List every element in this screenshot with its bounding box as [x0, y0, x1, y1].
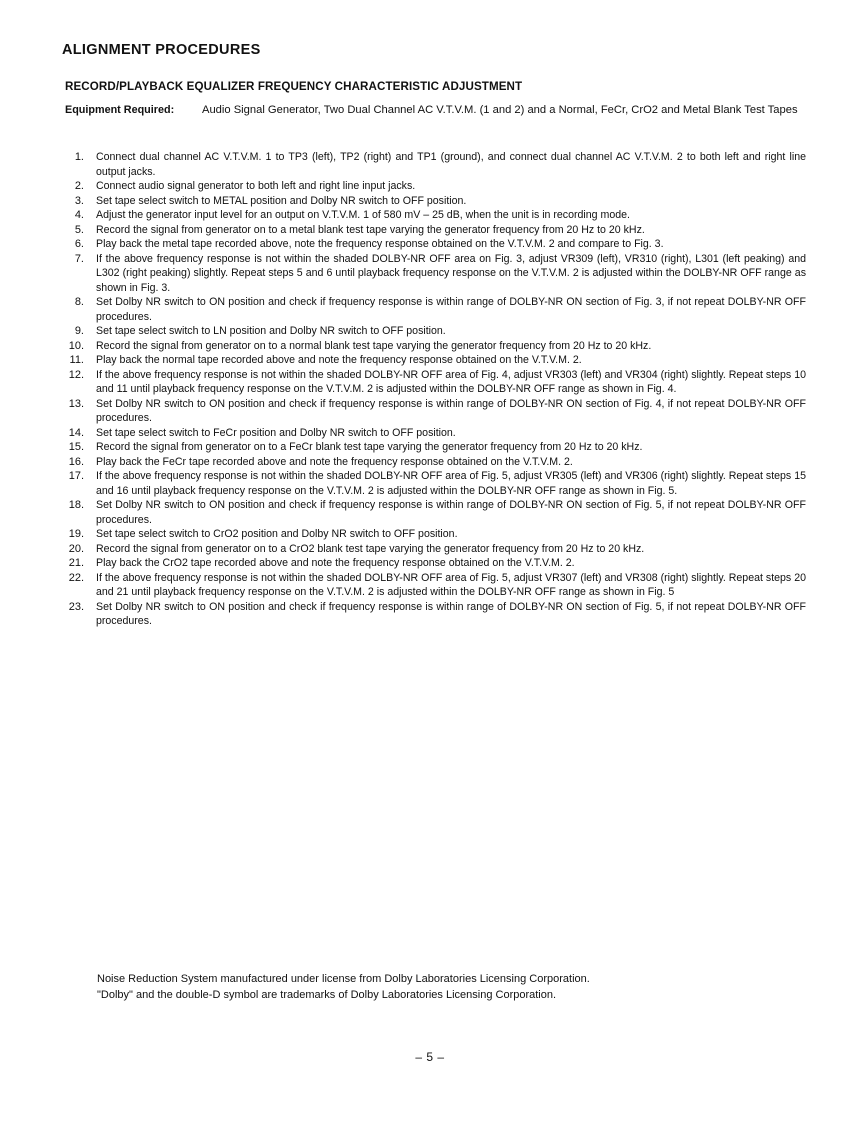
step-number: 13. — [68, 397, 84, 410]
procedure-step — [62, 397, 806, 426]
step-text: Set tape select switch to METAL position and Dolby NR switch to OFF position. — [96, 194, 467, 207]
step-text: Set Dolby NR switch to ON position and check if frequency response is within range of DOLBY-NR ON section of Fig. 5, if not repeat DOLBY-NR OFF procedures. — [96, 499, 806, 526]
step-number: 6. — [74, 238, 84, 250]
procedure-step — [62, 194, 806, 209]
step-text: Set Dolby NR switch to ON position and check if frequency response is within range of DOLBY-NR ON section of Fig. 3, if not repeat DOLBY-NR OFF procedures. — [96, 296, 806, 323]
step-text: Set Dolby NR switch to ON position and check if frequency response is within range of DOLBY-NR ON section of Fig. 5, if not repeat DOLBY-NR OFF procedures. — [96, 600, 806, 627]
step-text: Set tape select switch to FeCr position and Dolby NR switch to OFF position. — [96, 426, 456, 439]
procedure-step — [62, 353, 806, 368]
page-title: ALIGNMENT PROCEDURES — [62, 42, 261, 58]
step-number: 9. — [74, 325, 84, 337]
step-number: 7. — [74, 252, 84, 265]
step-number: 5. — [74, 223, 84, 236]
step-text: Play back the CrO2 tape recorded above and note the frequency response obtained on the V.T.V.M. 2. — [96, 557, 575, 569]
procedure-step — [62, 498, 806, 527]
step-number: 2. — [74, 180, 84, 192]
procedure-step — [62, 179, 806, 194]
procedure-step — [62, 295, 806, 324]
procedure-step — [62, 237, 806, 252]
step-text: Adjust the generator input level for an output on V.T.V.M. 1 of 580 mV – 25 dB, when the unit is in recording mode. — [96, 209, 630, 221]
step-number: 23. — [68, 600, 84, 613]
procedure-step — [62, 252, 806, 296]
step-text: If the above frequency response is not within the shaded DOLBY-NR OFF area of Fig. 4, adjust VR303 (left) and VR304 (right) slightly. Repeat steps 10 and 11 until playback frequency response on the V.T.V.M. 2 is adjusted within the DOLBY-NR OFF range as shown in Fig. 4. — [96, 368, 806, 395]
step-text: Record the signal from generator on to a metal blank test tape varying the generator frequency from 20 Hz to 20 kHz. — [96, 223, 645, 236]
procedure-step — [62, 368, 806, 397]
step-number: 10. — [68, 339, 84, 352]
step-text: Connect dual channel AC V.T.V.M. 1 to TP3 (left), TP2 (right) and TP1 (ground), and connect dual channel AC V.T.V.M. 2 to both left and right line output jacks. — [96, 151, 806, 178]
procedure-steps — [62, 150, 806, 629]
step-text: Record the signal from generator on to a FeCr blank test tape varying the generator frequency from 20 Hz to 20 kHz. — [96, 441, 643, 453]
footnote-line-1: Noise Reduction System manufactured under license from Dolby Laboratories Licensing Corporation. — [97, 973, 590, 985]
step-text: If the above frequency response is not within the shaded DOLBY-NR OFF area on Fig. 3, adjust VR309 (left), VR310 (right), L301 (left peaking) and L302 (right peaking) slightly. Repeat steps 5 and 6 until playback frequency response on the V.T.V.M. 2 is adjusted within the DOLBY-NR OFF range as shown in Fig. 3. — [96, 252, 806, 294]
procedure-step — [62, 455, 806, 470]
step-number: 16. — [68, 455, 84, 468]
step-text: Connect audio signal generator to both left and right line input jacks. — [96, 180, 416, 192]
equipment-required — [65, 103, 805, 118]
footnote — [97, 972, 590, 1003]
step-text: Set tape select switch to LN position and Dolby NR switch to OFF position. — [96, 325, 446, 337]
procedure-step — [62, 571, 806, 600]
procedure-step — [62, 324, 806, 339]
step-text: If the above frequency response is not within the shaded DOLBY-NR OFF area of Fig. 5, adjust VR305 (left) and VR306 (right) slightly. Repeat steps 15 and 16 until playback frequency response on the V.T.V.M. 2 is adjusted within the DOLBY-NR OFF range as shown in Fig. 5. — [96, 470, 806, 497]
step-text: Record the signal from generator on to a CrO2 blank test tape varying the generator frequency from 20 Hz to 20 kHz. — [96, 542, 645, 555]
step-number: 3. — [74, 194, 84, 207]
step-number: 17. — [68, 470, 84, 482]
step-text: Record the signal from generator on to a normal blank test tape varying the generator frequency from 20 Hz to 20 kHz. — [96, 339, 652, 352]
step-text: Play back the metal tape recorded above, note the frequency response obtained on the V.T.V.M. 2 and compare to Fig. 3. — [96, 238, 664, 250]
procedure-step — [62, 527, 806, 542]
section-title: RECORD/PLAYBACK EQUALIZER FREQUENCY CHARACTERISTIC ADJUSTMENT — [65, 80, 523, 93]
step-text: Set Dolby NR switch to ON position and check if frequency response is within range of DOLBY-NR ON section of Fig. 4, if not repeat DOLBY-NR OFF procedures. — [96, 397, 806, 424]
step-text: Set tape select switch to CrO2 position and Dolby NR switch to OFF position. — [96, 528, 458, 540]
footnote-line-2: "Dolby" and the double-D symbol are trademarks of Dolby Laboratories Licensing Corporation. — [97, 988, 557, 1001]
step-number: 1. — [74, 151, 84, 163]
step-number: 18. — [68, 499, 84, 511]
procedure-step — [62, 469, 806, 498]
procedure-step — [62, 542, 806, 557]
step-number: 19. — [68, 528, 84, 540]
step-text: Play back the FeCr tape recorded above and note the frequency response obtained on the V.T.V.M. 2. — [96, 455, 573, 468]
procedure-step — [62, 339, 806, 354]
step-number: 11. — [69, 354, 84, 366]
step-number: 15. — [68, 441, 84, 453]
equipment-label: Equipment Required: — [65, 104, 175, 116]
procedure-step — [62, 208, 806, 223]
step-number: 20. — [68, 542, 84, 555]
step-number: 22. — [68, 571, 84, 584]
procedure-step — [62, 223, 806, 238]
equipment-text: Audio Signal Generator, Two Dual Channel AC V.T.V.M. (1 and 2) and a Normal, FeCr, CrO2 and Metal Blank Test Tapes — [202, 104, 798, 116]
step-text: If the above frequency response is not within the shaded DOLBY-NR OFF area of Fig. 5, adjust VR307 (left) and VR308 (right) slightly. Repeat steps 20 and 21 until playback frequency response on the V.T.V.M. 2 is adjusted within the DOLBY-NR OFF range as shown in Fig. 5 — [96, 571, 806, 598]
step-number: 12. — [68, 368, 84, 381]
step-number: 8. — [74, 296, 84, 308]
procedure-step — [62, 556, 806, 571]
procedure-step — [62, 440, 806, 455]
procedure-step — [62, 426, 806, 441]
step-number: 4. — [74, 209, 84, 221]
procedure-step — [62, 600, 806, 629]
page-number: – 5 – — [415, 1050, 445, 1064]
step-number: 14. — [68, 426, 84, 439]
step-text: Play back the normal tape recorded above and note the frequency response obtained on the V.T.V.M. 2. — [96, 354, 582, 366]
procedure-step — [62, 150, 806, 179]
step-number: 21. — [68, 557, 84, 569]
